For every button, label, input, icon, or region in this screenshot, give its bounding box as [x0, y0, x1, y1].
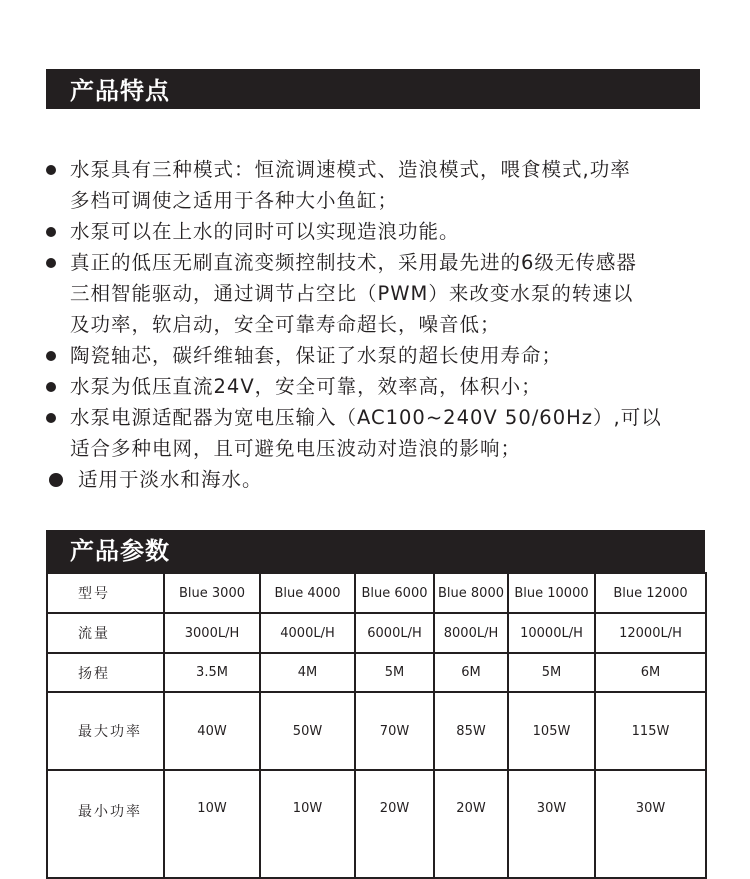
table-cell: Blue 4000 — [260, 573, 355, 613]
table-cell: 85W — [434, 692, 508, 770]
row-label: 扬程 — [47, 653, 164, 692]
table-cell: 5M — [508, 653, 595, 692]
feature-item: 水泵为低压直流24V，安全可靠，效率高，体积小； — [44, 371, 709, 402]
table-cell: Blue 10000 — [508, 573, 595, 613]
feature-item: 水泵电源适配器为宽电压输入（AC100~240V 50/60Hz）,可以 适合多种电网，且可避免电压波动对造浪的影响； — [44, 402, 709, 464]
params-title-bar — [46, 530, 705, 572]
table-cell: 30W — [595, 770, 706, 878]
table-row — [47, 692, 706, 770]
features-title-bar — [46, 69, 700, 109]
feature-item: 真正的低压无刷直流变频控制技术，采用最先进的6级无传感器 三相智能驱动，通过调节占空比（PWM）来改变水泵的转速以 及功率，软启动，安全可靠寿命超长，噪音低； — [44, 247, 709, 340]
table-cell: 8000L/H — [434, 613, 508, 653]
bullet-dot-icon — [46, 413, 56, 423]
table-row — [47, 653, 706, 692]
table-cell: 4000L/H — [260, 613, 355, 653]
table-cell: 12000L/H — [595, 613, 706, 653]
table-cell: Blue 12000 — [595, 573, 706, 613]
table-cell: 10000L/H — [508, 613, 595, 653]
table-cell: 115W — [595, 692, 706, 770]
table-cell: Blue 6000 — [355, 573, 434, 613]
table-row — [47, 613, 706, 653]
bullet-dot-icon — [46, 258, 56, 268]
row-label: 流量 — [47, 613, 164, 653]
table-cell: Blue 8000 — [434, 573, 508, 613]
table-cell: 6000L/H — [355, 613, 434, 653]
feature-item: 陶瓷轴芯，碳纤维轴套，保证了水泵的超长使用寿命； — [44, 340, 709, 371]
table-cell: 50W — [260, 692, 355, 770]
bullet-dot-icon — [49, 473, 63, 487]
row-label: 最大功率 — [47, 692, 164, 770]
table-cell: 20W — [434, 770, 508, 878]
feature-item: 水泵具有三种模式：恒流调速模式、造浪模式，喂食模式,功率 多档可调使之适用于各种大小鱼缸； — [44, 154, 709, 216]
table-cell: 30W — [508, 770, 595, 878]
features-title: 产品特点 — [70, 77, 170, 105]
table-cell: 20W — [355, 770, 434, 878]
table-cell: 70W — [355, 692, 434, 770]
table-cell: 10W — [164, 770, 260, 878]
feature-item: 适用于淡水和海水。 — [44, 464, 709, 495]
bullet-dot-icon — [46, 382, 56, 392]
table-cell: 105W — [508, 692, 595, 770]
features-list — [44, 154, 709, 495]
table-cell: Blue 3000 — [164, 573, 260, 613]
table-cell: 3000L/H — [164, 613, 260, 653]
table-cell: 40W — [164, 692, 260, 770]
row-label: 最小功率 — [47, 770, 164, 878]
bullet-dot-icon — [46, 351, 56, 361]
table-cell: 6M — [595, 653, 706, 692]
table-row — [47, 573, 706, 613]
table-cell: 6M — [434, 653, 508, 692]
row-label: 型号 — [47, 573, 164, 613]
table-row — [47, 770, 706, 878]
table-cell: 4M — [260, 653, 355, 692]
feature-item: 水泵可以在上水的同时可以实现造浪功能。 — [44, 216, 709, 247]
params-table — [46, 572, 707, 879]
table-cell: 10W — [260, 770, 355, 878]
bullet-dot-icon — [46, 165, 56, 175]
bullet-dot-icon — [46, 227, 56, 237]
table-cell: 5M — [355, 653, 434, 692]
table-cell: 3.5M — [164, 653, 260, 692]
params-title: 产品参数 — [70, 537, 170, 565]
